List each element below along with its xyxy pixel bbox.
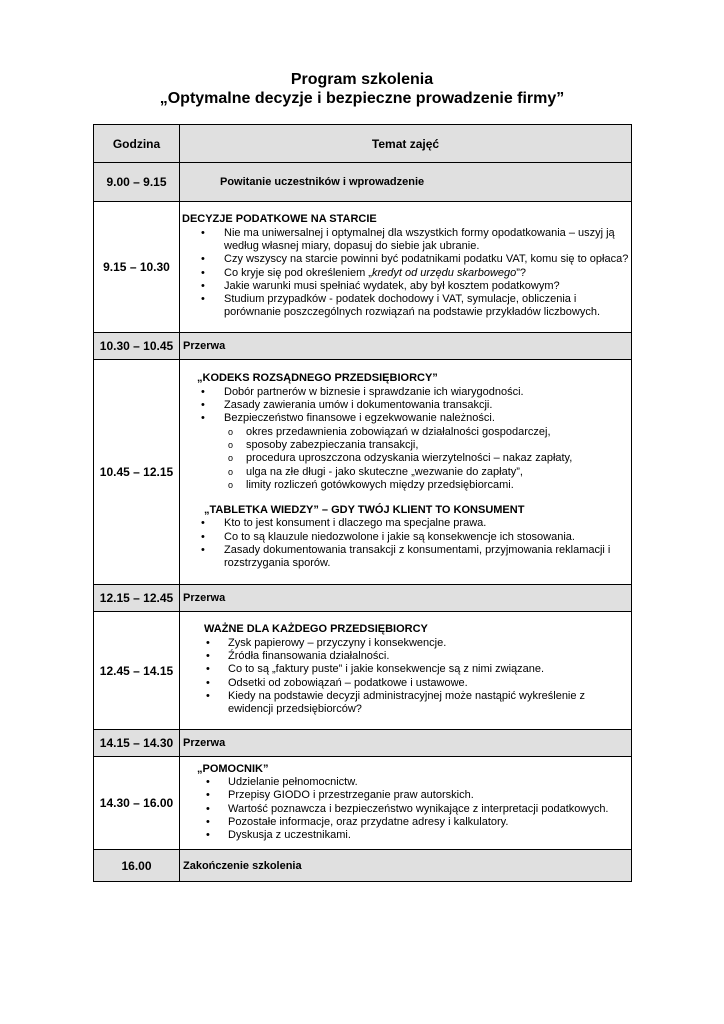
topic-list-2 — [182, 517, 629, 570]
list-item: • Jakie warunki musi spełniać wydatek, aby był kosztem podatkowym? — [182, 280, 629, 293]
schedule-table — [93, 124, 632, 882]
row-hour: 14.15 – 14.30 — [94, 730, 180, 757]
row-topic — [180, 360, 632, 585]
table-row-welcome — [94, 163, 632, 202]
table-row-session-3 — [94, 612, 632, 730]
table-header-row — [94, 125, 632, 163]
header-topic: Temat zajęć — [180, 125, 632, 163]
table-row-end — [94, 850, 632, 882]
list-item: • Zasady zawierania umów i dokumentowania transakcji. — [182, 399, 629, 412]
row-hour: 10.45 – 12.15 — [94, 360, 180, 585]
row-topic: Przerwa — [180, 333, 632, 360]
list-item: • Zasady dokumentowania transakcji z konsumentami, przyjmowania reklamacji i rozstrzygania sporów. — [182, 544, 629, 571]
list-item: • Studium przypadków - podatek dochodowy i VAT, symulacje, obliczenia i porównanie poszczególnych rozwiązań na podstawie przykładów liczbowych. — [182, 293, 629, 320]
list-item: • Czy wszyscy na starcie powinni być podatnikami podatku VAT, komu się to opłaca? — [182, 253, 629, 266]
row-topic — [180, 757, 632, 850]
sub-list — [182, 426, 629, 492]
topic-list — [182, 227, 629, 320]
section-title-2: „TABLETKA WIEDZY” – GDY TWÓJ KLIENT TO KONSUMENT — [204, 504, 525, 517]
row-hour: 9.15 – 10.30 — [94, 202, 180, 333]
list-item: • Dyskusja z uczestnikami. — [182, 829, 629, 842]
section-title: WAŻNE DLA KAŻDEGO PRZEDSIĘBIORCY — [204, 623, 428, 636]
row-hour: 12.45 – 14.15 — [94, 612, 180, 730]
section-title: „KODEKS ROZSĄDNEGO PRZEDSIĘBIORCY” — [197, 372, 438, 385]
row-topic: Przerwa — [180, 730, 632, 757]
row-topic: Zakończenie szkolenia — [180, 850, 632, 882]
list-item: • Dobór partnerów w biznesie i sprawdzanie ich wiarygodności. — [182, 386, 629, 399]
document-title — [0, 70, 724, 108]
list-item: • Co to są „faktury puste” i jakie konsekwencje są z nimi związane. — [182, 663, 629, 676]
list-item: • Udzielanie pełnomocnictw. — [182, 776, 629, 789]
row-topic — [180, 612, 632, 730]
list-item: • Źródła finansowania działalności. — [182, 650, 629, 663]
sub-list-item: o sposoby zabezpieczania transakcji, — [182, 439, 629, 452]
header-hour: Godzina — [94, 125, 180, 163]
list-item: • Bezpieczeństwo finansowe i egzekwowanie należności. — [182, 412, 629, 425]
topic-list — [182, 637, 629, 717]
list-item: • Kiedy na podstawie decyzji administracyjnej może nastąpić wykreślenie z ewidencji przedsiębiorców? — [182, 690, 629, 717]
sub-list-item: o procedura uproszczona odzyskania wierzytelności – nakaz zapłaty, — [182, 452, 629, 465]
table-row-break-2 — [94, 585, 632, 612]
section-title: DECYZJE PODATKOWE NA STARCIE — [182, 213, 377, 226]
italic-phrase: kredyt od urzędu skarbowego — [371, 266, 517, 279]
row-topic — [180, 202, 632, 333]
table-row-break-3 — [94, 730, 632, 757]
row-hour: 12.15 – 12.45 — [94, 585, 180, 612]
list-item: • Przepisy GIODO i przestrzeganie praw autorskich. — [182, 789, 629, 802]
topic-list — [182, 386, 629, 426]
list-item: • Wartość poznawcza i bezpieczeństwo wynikające z interpretacji podatkowych. — [182, 803, 629, 816]
list-item: • Zysk papierowy – przyczyny i konsekwencje. — [182, 637, 629, 650]
row-hour: 16.00 — [94, 850, 180, 882]
table-row-session-2 — [94, 360, 632, 585]
section-title: „POMOCNIK” — [197, 762, 269, 775]
row-hour: 10.30 – 10.45 — [94, 333, 180, 360]
list-item: • Pozostałe informacje, oraz przydatne adresy i kalkulatory. — [182, 816, 629, 829]
sub-list-item: o ulga na złe długi - jako skuteczne „wezwanie do zapłaty”, — [182, 466, 629, 479]
row-topic: Przerwa — [180, 585, 632, 612]
topic-list — [182, 776, 629, 842]
list-item: • Co to są klauzule niedozwolone i jakie są konsekwencje ich stosowania. — [182, 531, 629, 544]
table-row-session-4 — [94, 757, 632, 850]
row-hour: 14.30 – 16.00 — [94, 757, 180, 850]
table-row-break-1 — [94, 333, 632, 360]
list-item: • Co kryje się pod określeniem „kredyt od urzędu skarbowego”? — [182, 267, 629, 280]
list-item: • Nie ma uniwersalnej i optymalnej dla wszystkich formy opodatkowania – uszyj ją według własnej miary, dopasuj do siebie jak ubranie. — [182, 227, 629, 254]
list-item: • Kto to jest konsument i dlaczego ma specjalne prawa. — [182, 517, 629, 530]
title-line-1: Program szkolenia — [290, 71, 434, 88]
table-row-session-1 — [94, 202, 632, 333]
sub-list-item: o okres przedawnienia zobowiązań w działalności gospodarczej, — [182, 426, 629, 439]
list-item: • Odsetki od zobowiązań – podatkowe i ustawowe. — [182, 677, 629, 690]
row-topic: Powitanie uczestników i wprowadzenie — [180, 163, 632, 202]
row-hour: 9.00 – 9.15 — [94, 163, 180, 202]
title-line-2: „Optymalne decyzje i bezpieczne prowadzenie firmy” — [159, 90, 565, 107]
sub-list-item: o limity rozliczeń gotówkowych między przedsiębiorcami. — [182, 479, 629, 492]
